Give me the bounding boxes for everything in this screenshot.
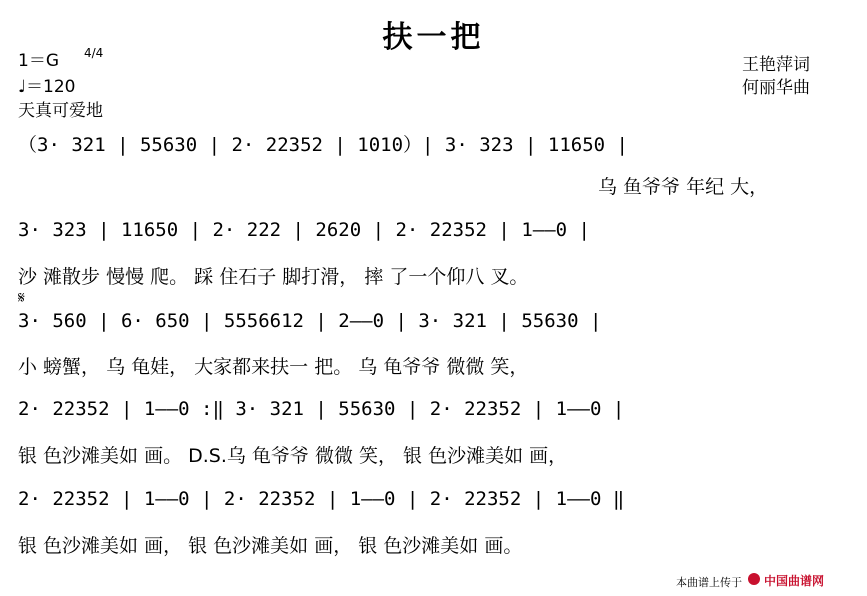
notation-line-2: 3· 323 | 11650 | 2· 222 | 2620 | 2· 22352 | 1——0 | [18,219,590,241]
page-title: 扶一把 [382,20,485,55]
notation-line-5: 2· 22352 | 1——0 | 2· 22352 | 1——0 | 2· 22352 | 1——0 ‖ [18,488,625,510]
segno-sign: 𝄋 [18,288,25,307]
composer-credit: 何丽华曲 [742,78,810,98]
lyrics-line-5: 银 色沙滩美如 画， 银 色沙滩美如 画， 银 色沙滩美如 画。 [18,535,523,557]
site-logo-icon [748,573,760,585]
time-signature: 4/4 [84,46,104,60]
notation-line-3: 3· 560 | 6· 650 | 5556612 | 2——0 | 3· 321 | 55630 | [18,310,602,332]
lyrics-line-4: 银 色沙滩美如 画。 D.S.乌 龟爷爷 微微 笑， 银 色沙滩美如 画， [18,445,568,467]
expression-marking: 天真可爱地 [18,101,103,121]
notation-line-1: （3· 321 | 55630 | 2· 22352 | 1010）| 3· 323 | 11650 | [18,134,628,156]
lyricist-credit: 王艳萍词 [742,55,810,75]
lyrics-line-1: 乌 鱼爷爷 年纪 大， [598,176,769,198]
site-name[interactable]: 中国曲谱网 [764,574,825,588]
notation-line-4: 2· 22352 | 1——0 :‖ 3· 321 | 55630 | 2· 22352 | 1——0 | [18,398,625,420]
lyrics-line-3: 小 螃蟹， 乌 龟娃， 大家都来扶一 把。 乌 龟爷爷 微微 笑， [18,356,529,378]
key-signature: 1＝G [18,51,59,71]
tempo-marking: ♩＝120 [18,77,76,97]
lyrics-line-2: 沙 滩散步 慢慢 爬。 踩 住石子 脚打滑， 摔 了一个仰八 叉。 [18,266,529,288]
upload-note: 本曲谱上传于 [676,576,742,589]
